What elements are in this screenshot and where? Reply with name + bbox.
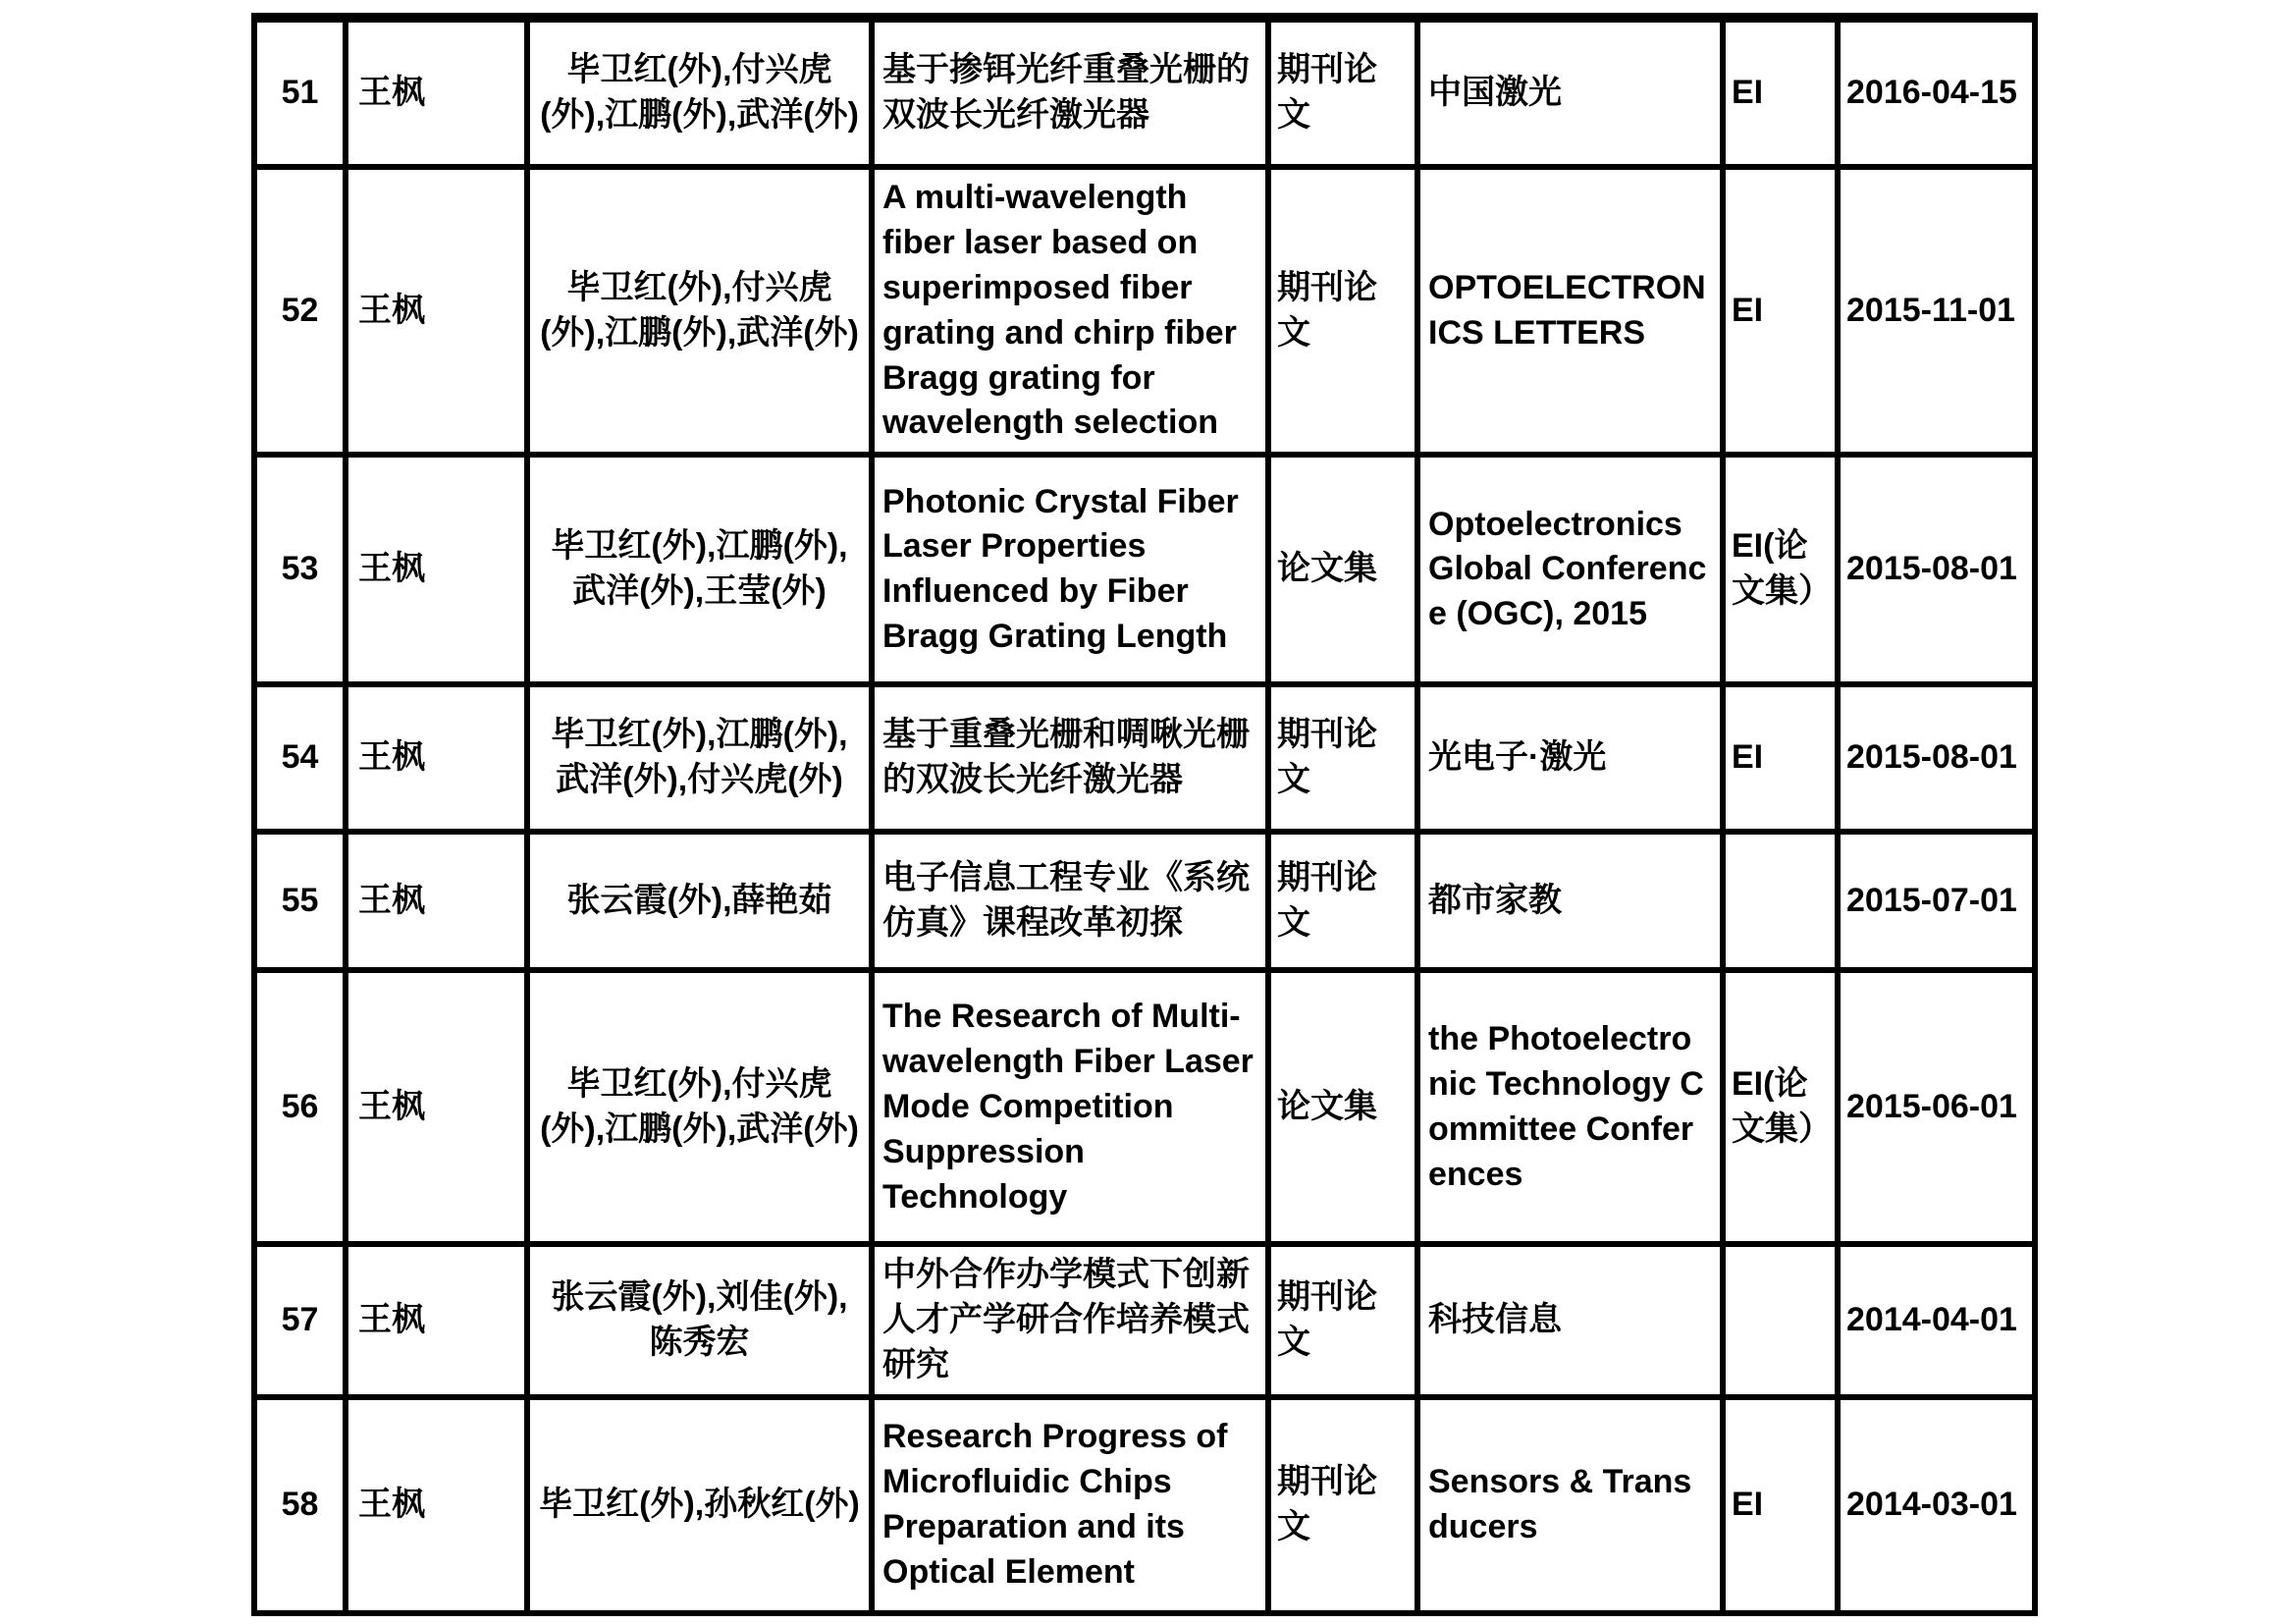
cell-teacher-name: 王枫 — [346, 455, 527, 684]
table-row — [254, 832, 2035, 970]
cell-serial-number: 56 — [254, 970, 346, 1244]
cell-paper-title: 中外合作办学模式下创新人才产学研合作培养模式研究 — [872, 1244, 1268, 1397]
cell-paper-title: 基于重叠光栅和啁啾光栅的双波长光纤激光器 — [872, 684, 1268, 832]
cell-paper-type: 期刊论文 — [1268, 1244, 1417, 1397]
cell-venue: 中国激光 — [1417, 18, 1723, 167]
cell-authors: 毕卫红(外),江鹏(外),武洋(外),王莹(外) — [527, 455, 872, 684]
cell-authors: 毕卫红(外),江鹏(外),武洋(外),付兴虎(外) — [527, 684, 872, 832]
cell-paper-title: Research Progress of Microfluidic Chips Preparation and its Optical Element — [872, 1397, 1268, 1613]
cell-paper-title: A multi-wavelength fiber laser based on superimposed fiber grating and chirp fiber Bragg grating for wavelength selection — [872, 167, 1268, 455]
cell-publish-date: 2014-03-01 — [1838, 1397, 2035, 1613]
cell-teacher-name: 王枫 — [346, 1397, 527, 1613]
cell-teacher-name: 王枫 — [346, 832, 527, 970]
table-row — [254, 167, 2035, 455]
cell-paper-title: 基于掺铒光纤重叠光栅的双波长光纤激光器 — [872, 18, 1268, 167]
cell-paper-title: The Research of Multi-wavelength Fiber Laser Mode Competition Suppression Technology — [872, 970, 1268, 1244]
cell-authors: 毕卫红(外),付兴虎(外),江鹏(外),武洋(外) — [527, 18, 872, 167]
cell-index-type: EI(论文集） — [1723, 970, 1838, 1244]
cell-venue: Sensors & Transducers — [1417, 1397, 1723, 1613]
cell-publish-date: 2016-04-15 — [1838, 18, 2035, 167]
cell-publish-date: 2015-06-01 — [1838, 970, 2035, 1244]
cell-serial-number: 57 — [254, 1244, 346, 1397]
cell-paper-type: 论文集 — [1268, 970, 1417, 1244]
cell-index-type — [1723, 1244, 1838, 1397]
cell-paper-type: 期刊论文 — [1268, 18, 1417, 167]
cell-teacher-name: 王枫 — [346, 18, 527, 167]
cell-paper-type: 期刊论文 — [1268, 1397, 1417, 1613]
table-row — [254, 455, 2035, 684]
cell-paper-type: 期刊论文 — [1268, 832, 1417, 970]
cell-index-type: EI — [1723, 167, 1838, 455]
cell-paper-title: Photonic Crystal Fiber Laser Properties Influenced by Fiber Bragg Grating Length — [872, 455, 1268, 684]
table-row — [254, 18, 2035, 167]
cell-authors: 张云霞(外),刘佳(外),陈秀宏 — [527, 1244, 872, 1397]
cell-venue: 光电子·激光 — [1417, 684, 1723, 832]
cell-paper-type: 期刊论文 — [1268, 684, 1417, 832]
cell-venue: OPTOELECTRONICS LETTERS — [1417, 167, 1723, 455]
cell-serial-number: 53 — [254, 455, 346, 684]
cell-index-type — [1723, 832, 1838, 970]
cell-publish-date: 2015-07-01 — [1838, 832, 2035, 970]
cell-venue: Optoelectronics Global Conference (OGC), 2015 — [1417, 455, 1723, 684]
cell-paper-title: 电子信息工程专业《系统仿真》课程改革初探 — [872, 832, 1268, 970]
cell-index-type: EI(论文集） — [1723, 455, 1838, 684]
cell-serial-number: 55 — [254, 832, 346, 970]
table-row — [254, 1397, 2035, 1613]
cell-paper-type: 期刊论文 — [1268, 167, 1417, 455]
cell-serial-number: 51 — [254, 18, 346, 167]
publications-table — [251, 13, 2038, 1616]
cell-publish-date: 2015-08-01 — [1838, 455, 2035, 684]
cell-index-type: EI — [1723, 684, 1838, 832]
cell-publish-date: 2014-04-01 — [1838, 1244, 2035, 1397]
cell-serial-number: 58 — [254, 1397, 346, 1613]
cell-serial-number: 52 — [254, 167, 346, 455]
cell-teacher-name: 王枫 — [346, 684, 527, 832]
cell-authors: 毕卫红(外),付兴虎(外),江鹏(外),武洋(外) — [527, 167, 872, 455]
cell-index-type: EI — [1723, 18, 1838, 167]
table-row — [254, 970, 2035, 1244]
cell-venue: 都市家教 — [1417, 832, 1723, 970]
cell-authors: 毕卫红(外),孙秋红(外) — [527, 1397, 872, 1613]
table-row — [254, 684, 2035, 832]
cell-teacher-name: 王枫 — [346, 167, 527, 455]
cell-authors: 毕卫红(外),付兴虎(外),江鹏(外),武洋(外) — [527, 970, 872, 1244]
cell-index-type: EI — [1723, 1397, 1838, 1613]
cell-paper-type: 论文集 — [1268, 455, 1417, 684]
cell-serial-number: 54 — [254, 684, 346, 832]
cell-teacher-name: 王枫 — [346, 1244, 527, 1397]
cell-publish-date: 2015-11-01 — [1838, 167, 2035, 455]
table-row — [254, 1244, 2035, 1397]
cell-authors: 张云霞(外),薛艳茹 — [527, 832, 872, 970]
cell-publish-date: 2015-08-01 — [1838, 684, 2035, 832]
cell-venue: 科技信息 — [1417, 1244, 1723, 1397]
cell-teacher-name: 王枫 — [346, 970, 527, 1244]
cell-venue: the Photoelectronic Technology Committee Conferences — [1417, 970, 1723, 1244]
